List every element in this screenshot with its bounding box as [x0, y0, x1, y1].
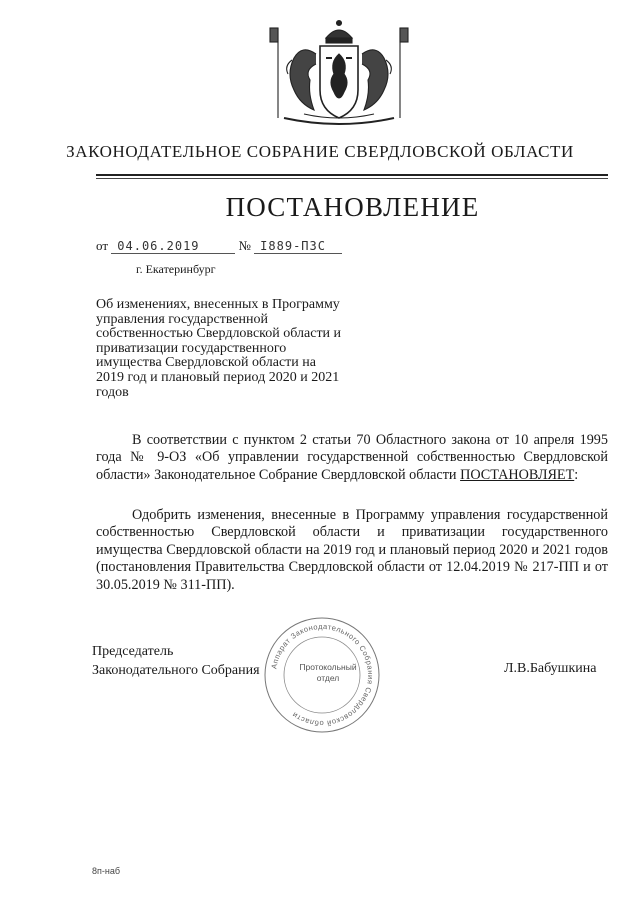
- document-subject: Об изменениях, внесенных в Программу управления государственной собственностью Свердловской области и приватизации государственного имущества Свердловской области на 2019 год и плановый период 2020 и 2021 годов: [96, 297, 342, 400]
- signatory-position-line-1: Председатель: [92, 644, 174, 659]
- body-paragraph-1: [96, 432, 608, 484]
- document-number: I889-ПЗС: [254, 239, 342, 254]
- header-rule-thick: [96, 174, 608, 176]
- signatory-position: [92, 642, 260, 680]
- header-rule-thin: [96, 178, 608, 179]
- body-paragraph-2: [96, 507, 608, 594]
- number-prefix: №: [238, 238, 251, 253]
- stamp-center-line-2: отдел: [316, 673, 340, 683]
- preamble-text: В соответствии с пунктом 2 статьи 70 Областного закона от 10 апреля 1995 года № 9-ОЗ «Об управлении государственной собственностью Свердловской области» Законодательное Собрание Свердловской области: [96, 432, 608, 483]
- organization-title: ЗАКОНОДАТЕЛЬНОЕ СОБРАНИЕ СВЕРДЛОВСКОЙ ОБЛАСТИ: [66, 142, 574, 161]
- stamp-ring-text: Аппарат Законодательного Собрания Свердловской области: [269, 621, 376, 729]
- city: г. Екатеринбург: [136, 262, 216, 276]
- signatory-position-line-2: Законодательного Собрания: [92, 663, 260, 678]
- date-prefix: от: [96, 238, 109, 253]
- resolves-colon: :: [574, 466, 579, 483]
- stamp-center-line-1: Протокольный: [299, 662, 357, 672]
- signatory-name: Л.В.Бабушкина: [504, 661, 597, 676]
- footer-code: 8п-наб: [92, 866, 121, 876]
- document-type-title: ПОСТАНОВЛЕНИЕ: [225, 192, 480, 222]
- resolution-text: Одобрить изменения, внесенные в Программу управления государственной собственностью Свердловской области и приватизации государственного имущества Свердловской области на 2019 год и плановый период 2020 и 2021 годов (постановления Правительства Свердловской области от 12.04.2019 № 217-ПП и от 30.05.2019 № 311-ПП).: [96, 507, 608, 593]
- stamp-center: [268, 662, 388, 684]
- document-date: 04.06.2019: [111, 239, 235, 254]
- coat-of-arms-icon: [264, 18, 414, 126]
- resolves-word: ПОСТАНОВЛЯЕТ: [460, 466, 575, 483]
- requisites-line: [96, 238, 342, 254]
